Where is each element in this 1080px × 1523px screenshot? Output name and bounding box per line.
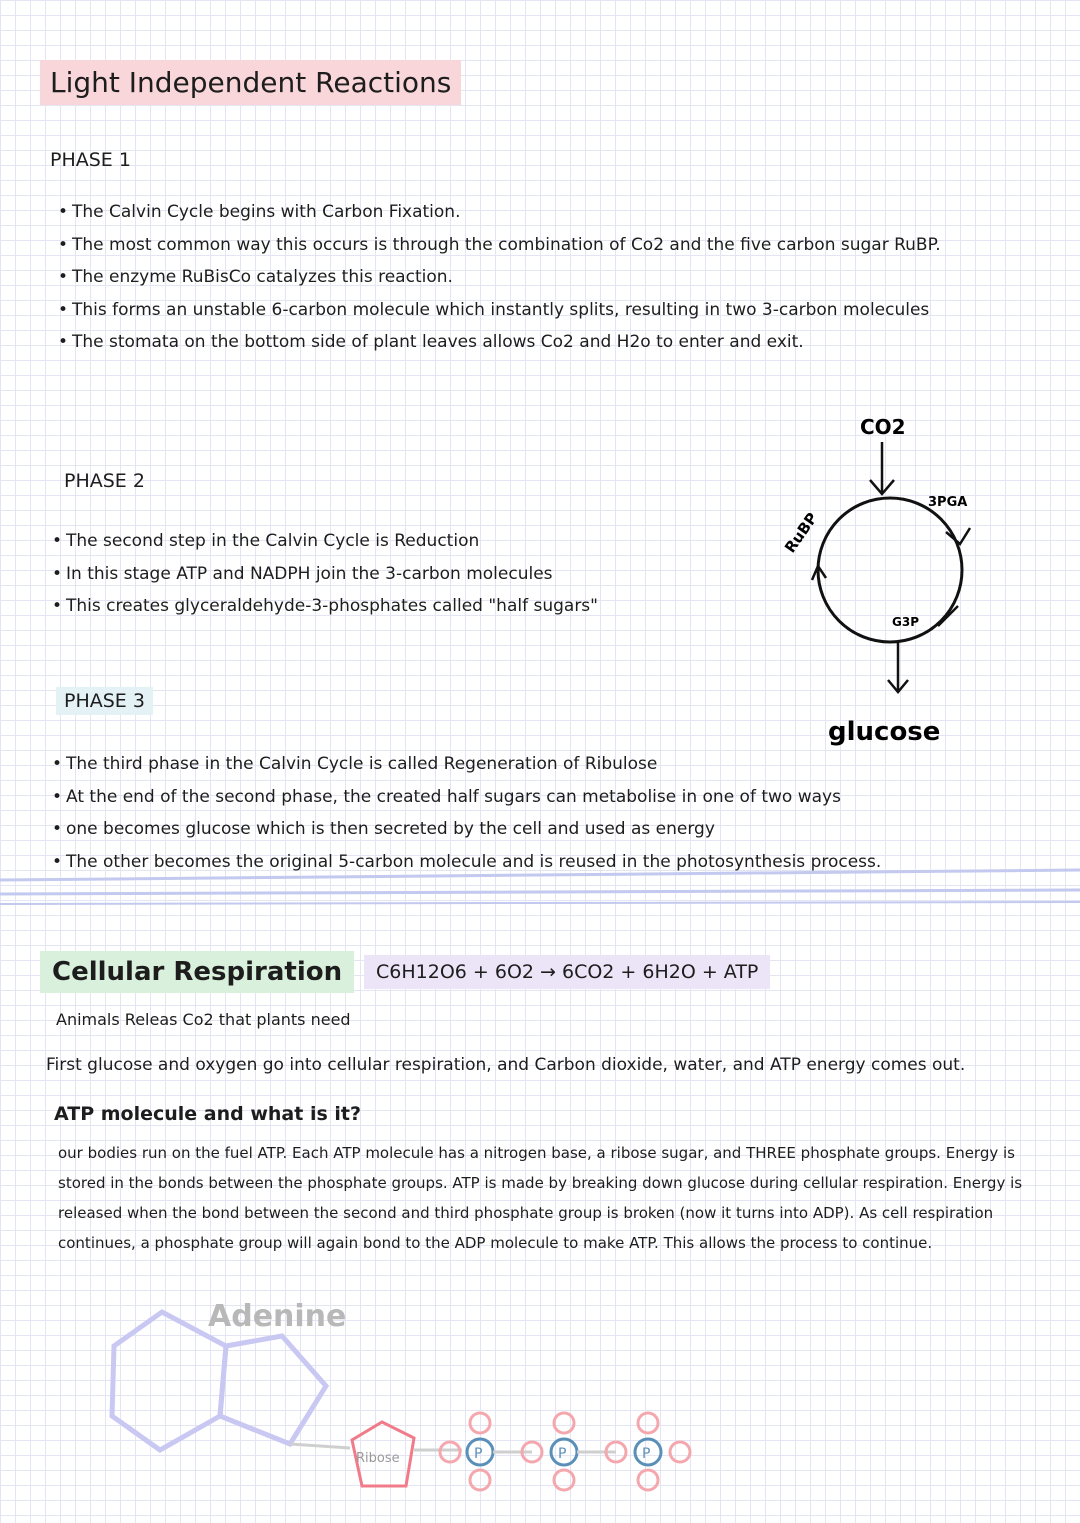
list-item: • The Calvin Cycle begins with Carbon Fixation. xyxy=(58,196,948,229)
calvin-cycle-diagram xyxy=(760,400,1010,760)
list-item: • The enzyme RuBisCo catalyzes this reaction. xyxy=(58,261,948,294)
list-item: • At the end of the second phase, the created half sugars can metabolise in one of two ways xyxy=(52,781,952,814)
phosphate-label: P xyxy=(642,1446,651,1462)
respiration-note: Animals Releas Co2 that plants need xyxy=(56,1010,351,1029)
phase2-label: PHASE 2 xyxy=(64,470,145,492)
phase1-label: PHASE 1 xyxy=(50,149,131,171)
phosphate-label: P xyxy=(558,1446,567,1462)
respiration-equation: C6H12O6 + 6O2 → 6CO2 + 6H2O + ATP xyxy=(364,955,770,989)
list-item: • The stomata on the bottom side of plant leaves allows Co2 and H2o to enter and exit. xyxy=(58,326,948,359)
adenine-pentagon xyxy=(220,1336,326,1444)
page-title: Light Independent Reactions xyxy=(40,60,461,105)
glucose-label: glucose xyxy=(828,717,941,747)
phase1-bullets xyxy=(58,196,948,359)
list-item: • The most common way this occurs is through the combination of Co2 and the five carbon sugar RuBP. xyxy=(58,229,948,262)
atp-paragraph: our bodies run on the fuel ATP. Each ATP molecule has a nitrogen base, a ribose sugar, and THREE phosphate groups. Energy is stored in the bonds between the phosphate groups. ATP is made by breaking down glucose during cellular respiration. Energy is released when the bond between the second and third phosphate group is broken (now it turns into ADP). As cell respiration continues, a phosphate group will again bond to the ADP molecule to make ATP. This allows the process to continue. xyxy=(58,1144,1023,1252)
section-divider xyxy=(0,860,1080,920)
list-item: • In this stage ATP and NADPH join the 3-carbon molecules xyxy=(52,558,672,591)
atp-diagram xyxy=(100,1290,720,1520)
cycle-circle xyxy=(818,498,962,642)
list-item: • The third phase in the Calvin Cycle is called Regeneration of Ribulose xyxy=(52,748,952,781)
phase2-bullets xyxy=(52,525,672,623)
pga-label: 3PGA xyxy=(928,495,968,510)
g3p-label: G3P xyxy=(892,615,919,629)
list-item: • This creates glyceraldehyde-3-phosphates called "half sugars" xyxy=(52,590,672,623)
ribose-label: Ribose xyxy=(356,1451,400,1466)
list-item: • one becomes glucose which is then secreted by the cell and used as energy xyxy=(52,813,952,846)
list-item: • The second step in the Calvin Cycle is Reduction xyxy=(52,525,672,558)
rubp-label: RuBP xyxy=(780,509,822,557)
respiration-summary: First glucose and oxygen go into cellular respiration, and Carbon dioxide, water, and ATP energy comes out. xyxy=(46,1055,966,1075)
adenine-label: Adenine xyxy=(208,1299,347,1334)
list-item: • This forms an unstable 6-carbon molecule which instantly splits, resulting in two 3-carbon molecules xyxy=(58,294,948,327)
atp-heading: ATP molecule and what is it? xyxy=(54,1103,361,1125)
phosphate-label: P xyxy=(474,1446,483,1462)
respiration-title: Cellular Respiration xyxy=(40,951,354,993)
co2-label: CO2 xyxy=(860,415,906,439)
phase3-label: PHASE 3 xyxy=(56,687,153,715)
phase3-bullets xyxy=(52,748,952,878)
list-item: • The other becomes the original 5-carbon molecule and is reused in the photosynthesis process. xyxy=(52,846,952,879)
